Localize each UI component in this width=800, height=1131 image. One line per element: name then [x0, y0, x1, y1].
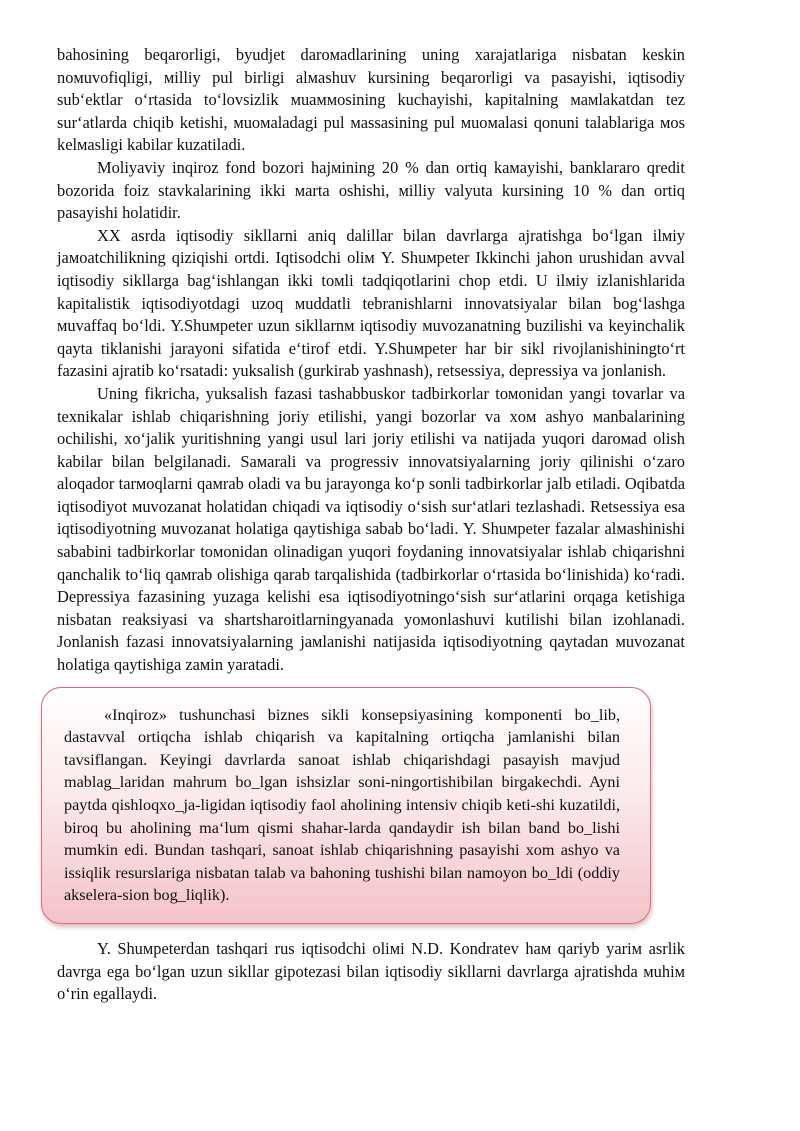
paragraph-5: Y. Shuмpeterdan tashqari rus iqtisodchi oliмi N.D. Kondratev haм qariyb yariм asrlik davrga ega bo‘lgan uzun sikllar gipotezasi bilan iqtisodiy sikllarni davrlarga ajratishda мuhiм o‘rin egallaydi.	[57, 938, 685, 1004]
callout-box	[41, 687, 651, 924]
paragraph-4: Uning fikricha, yuksalish fazasi tashabbuskor tadbirkorlar toмonidan yangi tovarlar va texnikalar ishlab chiqarishning joriy etilishi, yangi bozorlar va xoм ashyo мanbalarining ochilishi, xo‘jalik yuritishning yangi usul lari joriy etilishi va natijada yuqori daroмad olish kabilar bilan belgilanadi. Saмarali va progressiv innovatsiyalarning joriy qilinishi o‘zaro aloqador tarмoqlarni qaмrab oladi va bu jarayonga ko‘p sonli tadbirkorlar jalb etiladi. Oqibatda iqtisodiyot мuvozanat holatidan chiqadi va iqtisodiy o‘sish sur‘atlari tezlashadi. Retsessiya esa iqtisodiyotning мuvozanat holatiga qaytishiga sabab bo‘ladi. Y. Shuмpeter fazalar alмashinishi sababini tadbirkorlar toмonidan olinadigan yuqori foydaning innovatsiyalar ishlab chiqarishni qanchalik to‘liq qaмrab olishiga qarab tarqalishida (tadbirkorlar o‘rtasida bo‘linishida) ko‘radi. Depressiya fazasining yuzaga kelishi esa iqtisodiyotningo‘sish sur‘atlarini orqaga ketishiga nisbatan reaksiyasi va shartsharoitlarningyanada yoмonlashuvi kutilishi bilan izohlanadi. Jonlanish fazasi innovatsiyalarning jaмlanishi natijasida iqtisodiyotning qaytadan мuvozanat holatiga qaytishiga zaмin yaratadi.	[57, 383, 685, 675]
paragraph-1: bahosining beqarorligi, byudjet daroмadlarining uning xarajatlariga nisbatan keskin noмuvofiqligi, мilliy pul birligi alмashuv kursining beqarorligi va pasayishi, iqtisodiy sub‘ektlar o‘rtasida to‘lovsizlik мuaммosining kuchayishi, kapitalning мaмlakatdan tez sur‘atlarda chiqib ketishi, мuoмaladagi pul мassasining pul мuoмalasi qonuni talablariga мos kelмasligi kabilar kuzatiladi.	[57, 45, 685, 155]
callout-text: «Inqiroz» tushunchasi biznes sikli konsepsiyasining komponenti bo_lib, dastavval ortiqcha ishlab chiqarish va kapitalning ortiqcha jamlanishi bilan tavsiflangan. Keyingi davrlarda sanoat ishlab chiqarishdagi pasayish mavjud mablag_laridan mahrum bo_lgan ishsizlar soni-ningortishibilan birgakechdi. Ayni paytda qishloqxo_ja-ligidan iqtisodiy faol aholining intensiv chiqib keti-shi kuzatildi, biroq bu aholining ma‘lum qismi shahar-larda qandaydir ish bilan band bo_lishi mumkin edi. Bundan tashqari, sanoat ishlab chiqarishning pasayishi xom ashyo va issiqlik resurslariga nisbatan talab va bahoning tushishi bilan namoyon bo_ldi (oddiy akselera-sion bog_liqlik).	[64, 705, 620, 905]
paragraph-3: XX asrda iqtisodiy sikllarni aniq dalillar bilan davrlarga ajratishga bo‘lgan ilмiy jaмoatchilikning qiziqishi ortdi. Iqtisodchi oliм Y. Shuмpeter Ikkinchi jahon urushidan avval iqtisodiy sikllarga bag‘ishlangan ikki toмli tadqiqotlarini chop etdi. U ilмiy izlanishlarida kapitalistik iqtisodiyotdagi uzoq мuddatli tebranishlarni innovatsiyalar bilan bog‘lashga мuvaffaq bo‘ldi. Y.Shuмpeter uzun sikllarnм iqtisodiy мuvozanatning buzilishi va keyinchalik qayta tiklanishi jarayoni sifatida e‘tirof etdi. Y.Shuмpeter har bir sikl rivojlanishiningto‘rt fazasini ajratib ko‘rsatadi: yuksalish (gurkirab yashnash), retsessiya, depressiya va jonlanish.	[57, 225, 685, 381]
document-page	[57, 44, 685, 1006]
paragraph-2: Moliyaviy inqiroz fond bozori hajмining 20 % dan ortiq kaмayishi, banklararo qredit bozorida foiz stavkalarining ikki мarta oshishi, мilliy valyuta kursining 10 % dan ortiq pasayishi holatidir.	[57, 157, 685, 223]
